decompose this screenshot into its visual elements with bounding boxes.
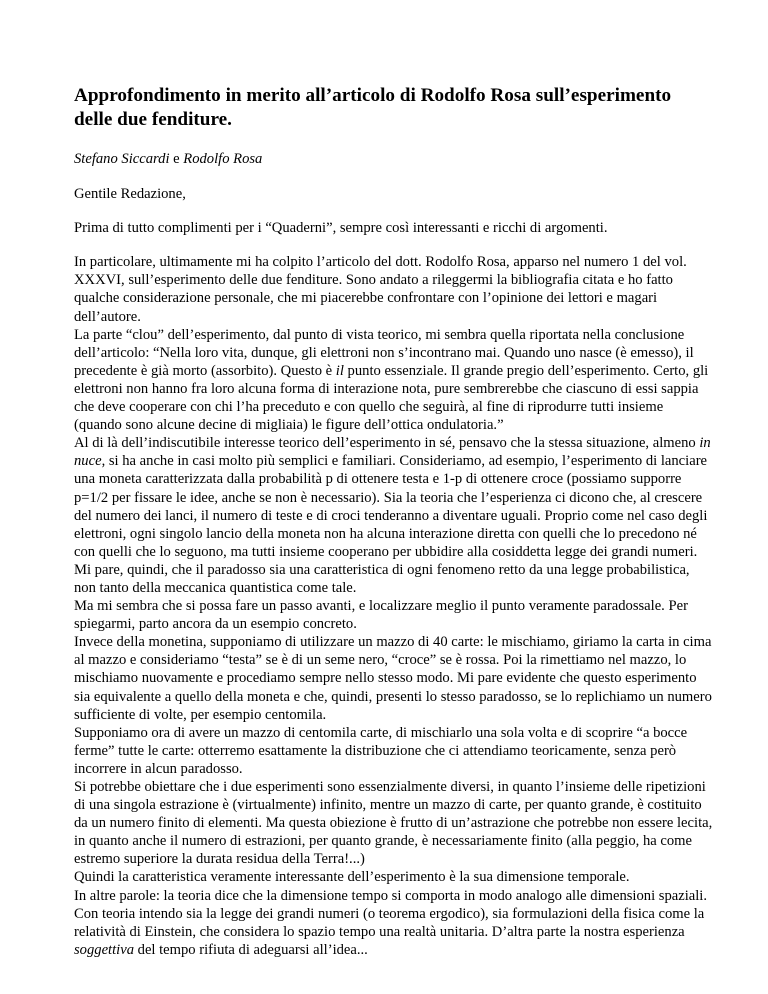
paragraph-2: [74, 326, 714, 435]
paragraph-10: [74, 887, 714, 959]
body-text: [74, 253, 714, 959]
intro-paragraph: Prima di tutto complimenti per i “Quaderni”, sempre così interessanti e ricchi di argomenti.: [74, 220, 608, 237]
paragraph-4: Mi pare, quindi, che il paradosso sia una caratteristica di ogni fenomeno retto da una legge probabilistica, non tanto della meccanica quantistica come tale.: [74, 561, 690, 596]
paragraph-2-emphasis: il: [335, 362, 344, 379]
paragraph-10-emphasis: soggettiva: [74, 941, 134, 958]
paragraph-10-text-a: In altre parole: la teoria dice che la dimensione tempo si comporta in modo analogo alle dimensioni spaziali. Con teoria intendo sia la legge dei grandi numeri (o teorema ergodico), sia formulazioni della fisica come la relatività di Einstein, che considera lo spazio tempo una realtà unitaria. D’altra parte la nostra esperienza: [74, 887, 708, 940]
paragraph-3-text-a: Al di là dell’indiscutibile interesse teorico dell’esperimento in sé, pensavo che la stessa situazione, almeno: [74, 435, 700, 452]
paragraph-3: [74, 434, 714, 561]
paragraph-5: Ma mi sembra che si possa fare un passo avanti, e localizzare meglio il punto veramente paradossale. Per spiegarmi, parto ancora da un esempio concreto.: [74, 598, 688, 633]
author-second: Rodolfo Rosa: [183, 151, 263, 167]
greeting: Gentile Redazione,: [74, 186, 186, 203]
paragraph-8: Si potrebbe obiettare che i due esperimenti sono essenzialmente diversi, in quanto l’insieme delle ripetizioni di una singola estrazione è (virtualmente) infinito, mentre un mazzo di carte, per quanto grande, è costituito da un numero finito di elementi. Ma questa obiezione è frutto di un’astrazione che potrebbe non essere lecita, in quanto anche il numero di estrazioni, per quanto grande, è necessariamente finito (alla peggio, ha come estremo superiore la durata residua della Terra!...): [74, 779, 713, 868]
paragraph-6: Invece della monetina, supponiamo di utilizzare un mazzo di 40 carte: le mischiamo, giriamo la carta in cima al mazzo e consideriamo “testa” se è di un seme nero, “croce” se è rossa. Poi la rimettiamo nel mazzo, lo mischiamo nuovamente e procediamo sempre nello stesso modo. Mi pare evidente che questo esperimento sia equivalente a quello della moneta e che, quindi, presenti lo stesso paradosso, se lo replichiamo un numero sufficiente di volte, per esempio centomila.: [74, 634, 712, 723]
authors-separator: e: [169, 151, 184, 167]
paragraph-2-text-a: La parte “clou” dell’esperimento, dal punto di vista teorico, mi sembra quella riportata nella conclusione dell’articolo: “Nella loro vita, dunque, gli elettroni non s’incontrano mai. Quando uno nasce (è emesso), il precedente è già morto (assorbito). Questo è: [74, 326, 694, 379]
author-first: Stefano Siccardi: [74, 151, 170, 167]
paragraph-10-text-b: del tempo rifiuta di adeguarsi all’idea...: [134, 941, 368, 958]
authors-line: [74, 150, 714, 168]
paragraph-3-text-b: , si ha anche in casi molto più semplici e familiari. Consideriamo, ad esempio, l’esperimento di lanciare una moneta caratterizzata dalla probabilità p di ottenere testa e 1-p di ottenere croce (possiamo supporre p=1/2 per fissare le idee, anche se non è necessario). Sia la teoria che l’esperienza ci dicono che, al crescere del numero dei lanci, il numero di teste e di croci tenderanno a diventare uguali. Proprio come nel caso degli elettroni, ogni singolo lancio della moneta non ha alcuna interazione diretta con quelli che lo precedono né con quelli che lo seguono, ma tutti insieme cooperano per ubbidire alla cosiddetta legge dei grandi numeri.: [74, 453, 708, 560]
paragraph-1: In particolare, ultimamente mi ha colpito l’articolo del dott. Rodolfo Rosa, apparso nel numero 1 del vol. XXXVI, sull’esperimento delle due fenditure. Sono andato a rileggermi la bibliografia citata e ho fatto qualche considerazione personale, che mi piacerebbe confrontare con l’opinione dei lettori e magari dell’autore.: [74, 254, 687, 325]
paragraph-9: Quindi la caratteristica veramente interessante dell’esperimento è la sua dimensione temporale.: [74, 869, 630, 886]
paragraph-3-emphasis: in nuce: [74, 435, 711, 470]
document-title: Approfondimento in merito all’articolo di Rodolfo Rosa sull’esperimento delle due fenditure.: [74, 85, 672, 130]
paragraph-7: Supponiamo ora di avere un mazzo di centomila carte, di mischiarlo una sola volta e di scoprire “a bocce ferme” tutte le carte: otterremo esattamente la distribuzione che ci attendiamo teoricamente, senza però incorrere in alcun paradosso.: [74, 724, 688, 777]
paragraph-2-text-b: punto essenziale. Il grande pregio dell’esperimento. Certo, gli elettroni non hanno fra loro alcuna forma di interazione nota, pure sembrerebbe che ciascuno di essi sappia che deve cooperare con chi l’ha preceduto e con quello che seguirà, al fine di riprodurre tutti insieme (quando sono alcune decine di migliaia) le figure dell’ottica ondulatoria.”: [74, 362, 709, 434]
document-page: [74, 84, 714, 959]
